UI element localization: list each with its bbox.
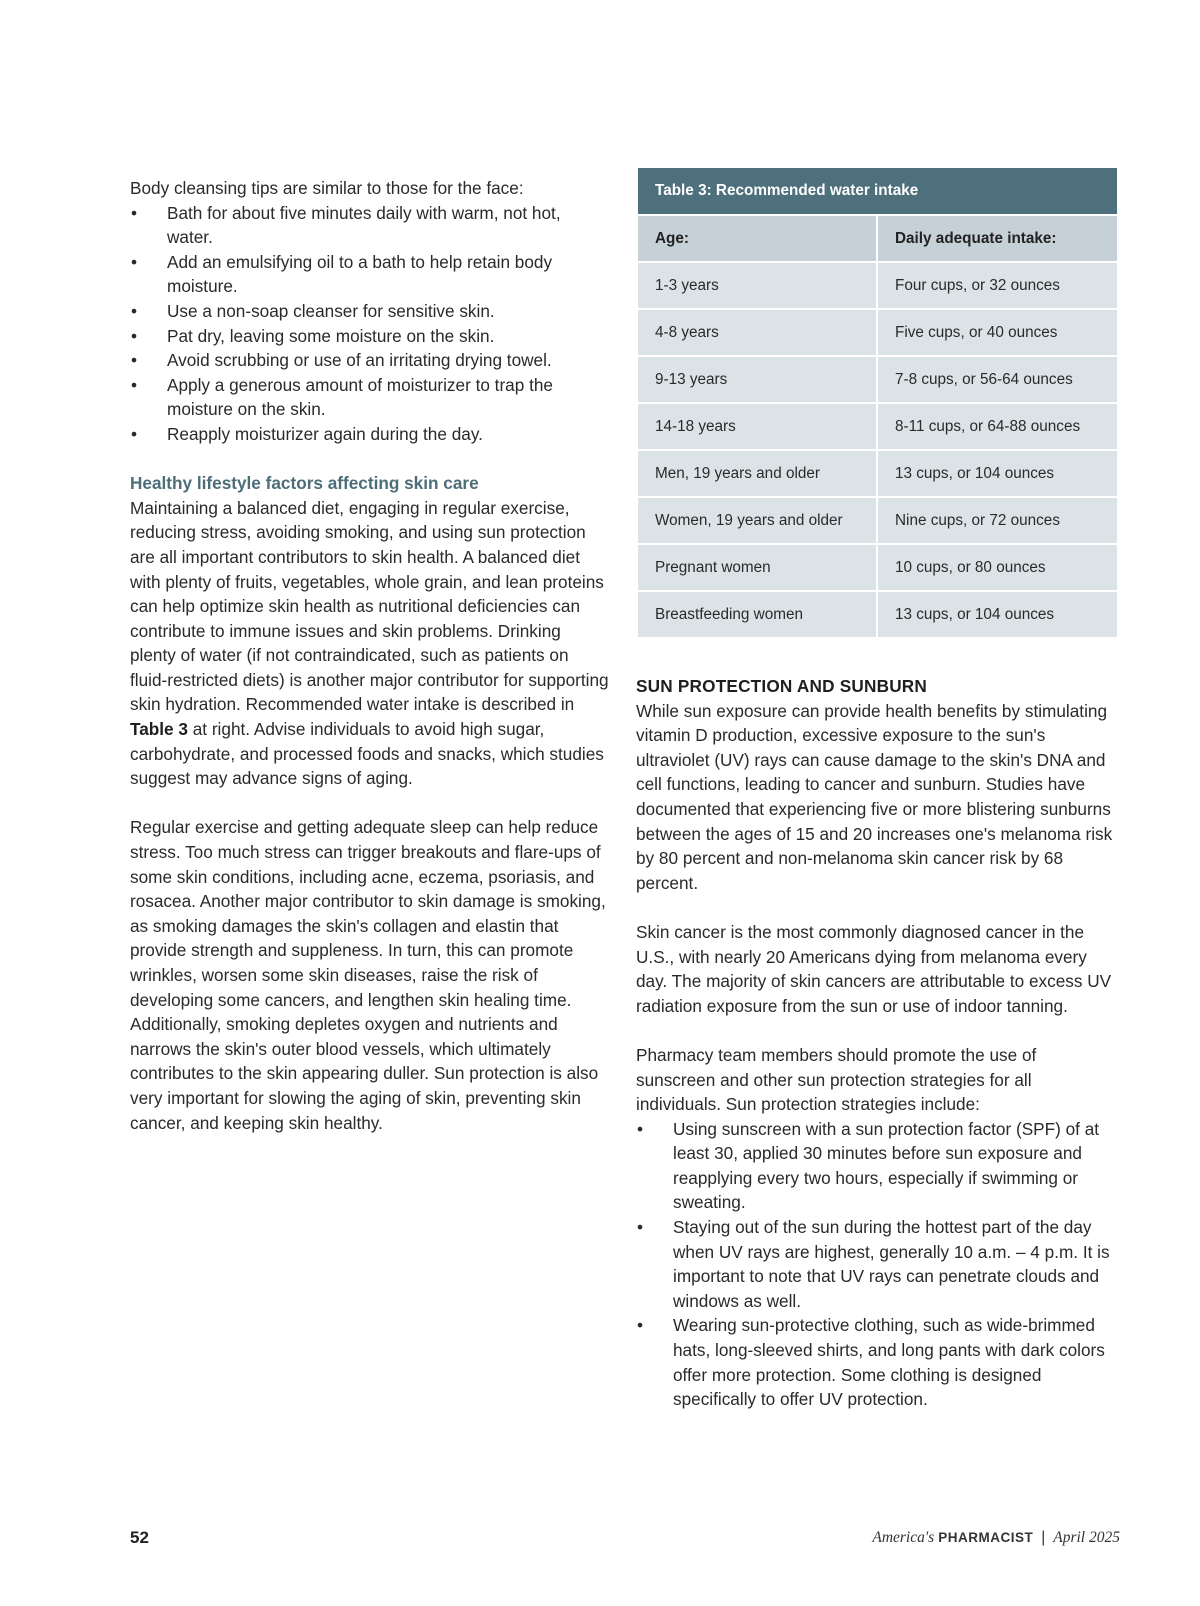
table-row bbox=[638, 545, 1117, 590]
right-column bbox=[636, 674, 1116, 1412]
age-cell: Men, 19 years and older bbox=[638, 451, 876, 496]
intake-cell: 7-8 cups, or 56-64 ounces bbox=[878, 357, 1117, 402]
column-header-intake: Daily adequate intake: bbox=[878, 216, 1117, 261]
sun-paragraph-2: Skin cancer is the most commonly diagnosed cancer in the U.S., with nearly 20 Americans dying from melanoma every day. The majority of skin cancers are attributable to excess UV radiation exposure from the sun or use of indoor tanning. bbox=[636, 921, 1112, 1016]
intake-cell: 10 cups, or 80 ounces bbox=[878, 545, 1117, 590]
age-cell: 14-18 years bbox=[638, 404, 876, 449]
list-item: • Staying out of the sun during the hottest part of the day when UV rays are highest, generally 10 a.m. – 4 p.m. It is important to note that UV rays can penetrate clouds and windows as well. bbox=[636, 1215, 1116, 1313]
age-cell: Breastfeeding women bbox=[638, 592, 876, 637]
intake-cell: 13 cups, or 104 ounces bbox=[878, 451, 1117, 496]
table-header-row bbox=[638, 216, 1117, 261]
table-3-reference: Table 3 bbox=[130, 719, 188, 740]
sun-protection-heading: SUN PROTECTION AND SUNBURN bbox=[636, 676, 928, 696]
list-item: • Apply a generous amount of moisturizer to trap the moisture on the skin. bbox=[130, 373, 610, 422]
publication-prefix: America's bbox=[872, 1529, 935, 1546]
lifestyle-paragraph-2: Regular exercise and getting adequate sleep can help reduce stress. Too much stress can trigger breakouts and flare-ups of some skin conditions, including acne, eczema, psoriasis, and rosacea. Another major contributor to skin damage is smoking, as smoking damages the skin's collagen and elastin that provide strength and suppleness. In turn, this can promote wrinkles, worsen some skin diseases, raise the risk of developing some cancers, and lengthen skin healing time. Additionally, smoking depletes oxygen and nutrients and narrows the skin's outer blood vessels, which ultimately contributes to the skin appearing duller. Sun protection is also very important for slowing the aging of skin, preventing skin cancer, and keeping skin healthy. bbox=[130, 817, 606, 1133]
publication-footer bbox=[872, 1529, 1120, 1547]
sun-paragraph-3: Pharmacy team members should promote the use of sunscreen and other sun protection strategies for all individuals. Sun protection strategies include: bbox=[636, 1044, 1037, 1115]
intake-cell: 8-11 cups, or 64-88 ounces bbox=[878, 404, 1117, 449]
sun-paragraph-1: While sun exposure can provide health benefits by stimulating vitamin D production, excessive exposure to the sun's ultraviolet (UV) rays can cause damage to the skin's DNA and cell functions, leading to cancer and sunburn. Studies have documented that experiencing five or more blistering sunburns between the ages of 15 and 20 increases one's melanoma risk by 80 percent and non-melanoma skin cancer risk by 68 percent. bbox=[636, 700, 1113, 893]
table-row bbox=[638, 357, 1117, 402]
intake-cell: Four cups, or 32 ounces bbox=[878, 263, 1117, 308]
water-intake-table bbox=[638, 168, 1117, 637]
table-row bbox=[638, 451, 1117, 496]
age-cell: 9-13 years bbox=[638, 357, 876, 402]
list-item: • Pat dry, leaving some moisture on the skin. bbox=[130, 324, 610, 349]
list-item: • Avoid scrubbing or use of an irritating drying towel. bbox=[130, 348, 610, 373]
list-item: • Add an emulsifying oil to a bath to help retain body moisture. bbox=[130, 250, 610, 299]
table-title: Table 3: Recommended water intake bbox=[638, 168, 1117, 214]
lifestyle-heading: Healthy lifestyle factors affecting skin care bbox=[130, 473, 479, 494]
issue-date: April 2025 bbox=[1053, 1529, 1120, 1546]
lifestyle-p1-text-a: Maintaining a balanced diet, engaging in regular exercise, reducing stress, avoiding smoking, and using sun protection are all important contributors to skin health. A balanced diet with plenty of fruits, vegetables, whole grain, and lean proteins can help optimize skin health as nutritional deficiencies can contribute to immune issues and skin problems. Drinking plenty of water (if not contraindicated, such as patients on fluid-restricted diets) is another major contributor for supporting skin hydration. Recommended water intake is described in bbox=[130, 497, 609, 715]
table-row bbox=[638, 498, 1117, 543]
intake-cell: Five cups, or 40 ounces bbox=[878, 310, 1117, 355]
footer-separator: | bbox=[1041, 1529, 1046, 1546]
table-row bbox=[638, 592, 1117, 637]
list-item: • Bath for about five minutes daily with warm, not hot, water. bbox=[130, 201, 610, 250]
intake-cell: Nine cups, or 72 ounces bbox=[878, 498, 1117, 543]
table-row bbox=[638, 263, 1117, 308]
table-body bbox=[638, 263, 1117, 637]
column-header-age: Age: bbox=[638, 216, 876, 261]
list-item: • Use a non-soap cleanser for sensitive skin. bbox=[130, 299, 610, 324]
table-row bbox=[638, 310, 1117, 355]
body-cleansing-list bbox=[130, 201, 610, 447]
list-item: • Wearing sun-protective clothing, such as wide-brimmed hats, long-sleeved shirts, and long pants with dark colors offer more protection. Some clothing is designed specifically to offer UV protection. bbox=[636, 1313, 1116, 1411]
table-row bbox=[638, 404, 1117, 449]
sun-protection-list bbox=[636, 1117, 1116, 1412]
age-cell: Women, 19 years and older bbox=[638, 498, 876, 543]
left-column bbox=[130, 176, 610, 1135]
list-item: • Reapply moisturizer again during the day. bbox=[130, 422, 610, 447]
lifestyle-paragraph-1 bbox=[130, 496, 610, 791]
age-cell: Pregnant women bbox=[638, 545, 876, 590]
lifestyle-p1-text-b: at right. Advise individuals to avoid high sugar, carbohydrate, and processed foods and snacks, which studies suggest may advance signs of aging. bbox=[130, 719, 604, 789]
list-item: • Using sunscreen with a sun protection factor (SPF) of at least 30, applied 30 minutes before sun exposure and reapplying every two hours, especially if swimming or sweating. bbox=[636, 1117, 1116, 1215]
publication-name: PHARMACIST bbox=[938, 1530, 1034, 1545]
body-cleansing-intro: Body cleansing tips are similar to those for the face: bbox=[130, 178, 524, 198]
age-cell: 1-3 years bbox=[638, 263, 876, 308]
page-number: 52 bbox=[130, 1528, 149, 1547]
intake-cell: 13 cups, or 104 ounces bbox=[878, 592, 1117, 637]
age-cell: 4-8 years bbox=[638, 310, 876, 355]
